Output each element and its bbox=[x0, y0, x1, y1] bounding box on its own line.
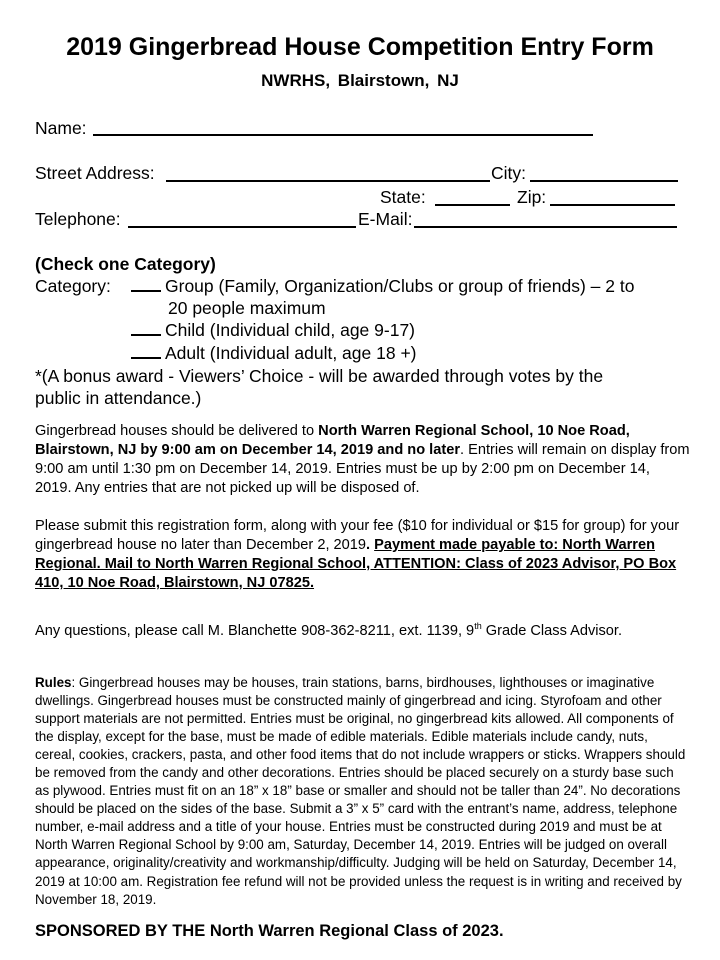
state-field[interactable] bbox=[435, 204, 510, 206]
delivery-details: . Entries will remain on display from 9:00 am until 1:30 pm on December 14, 2019. Entries must be up by 2:00 pm on December 14, 2019. Any entries that are not picked up will be disposed of. bbox=[35, 442, 690, 496]
group-option-text-cont: 20 people maximum bbox=[168, 298, 326, 318]
bonus-award-note: *(A bonus award - Viewers’ Choice - will be awarded through votes by the bbox=[35, 366, 604, 386]
category-heading: (Check one Category) bbox=[35, 254, 216, 274]
sponsor-line: SPONSORED BY THE North Warren Regional Class of 2023. bbox=[35, 922, 504, 940]
category-child-option[interactable] bbox=[131, 320, 415, 341]
name-field[interactable] bbox=[93, 134, 593, 136]
rules-text: : Gingerbread houses may be houses, train stations, barns, birdhouses, lighthouses or imaginative dwellings. Gingerbread houses must be constructed mainly of gingerbread and icing. Styrofoam and other support materials are not permitted. Entries must be original, no gingerbread kits allowed. All components of the display, except for the base, must be made of edible materials. Edible materials include candy, nuts, cereal, cookies, crackers, pasta, and other food items that do not include wrappers or sticks. Wrappers should be removed from the candy and other decorations. Entries should be placed securely on a sturdy base such as plywood. Entries must fit on an 18” x 18” base or smaller and should not be taller than 24”. No decorations should be placed on the sides of the base. Submit a 3” x 5” card with the entrant’s name, address, telephone number, e-mail address and a title of your house. Entries must be constructed during 2019 and must be at North Warren Regional School by 9:00 am, Saturday, December 14, 2019. Entries will be judged on overall appearance, originality/creativity and workmanship/difficulty. Judging will be held on Saturday, December 14, 2019 at 10:00 am. Registration fee refund will not be provided unless the request is in writing and received by November 18, 2019. bbox=[35, 675, 686, 907]
category-group-option[interactable] bbox=[131, 276, 634, 297]
child-checkbox[interactable] bbox=[131, 320, 161, 336]
form-subtitle: NWRHS, Blairstown, NJ bbox=[261, 71, 459, 90]
email-field[interactable] bbox=[414, 226, 677, 228]
questions-superscript: th bbox=[474, 621, 482, 631]
submit-period: . bbox=[366, 537, 375, 553]
street-address-label: Street Address: bbox=[35, 163, 155, 183]
submit-text: Please submit this registration form, along with your fee ($10 for individual or $15 for group) for your gingerbread house no later than December 2, 2019 bbox=[35, 518, 680, 553]
adult-option-text: Adult (Individual adult, age 18 +) bbox=[165, 343, 417, 363]
group-checkbox[interactable] bbox=[131, 276, 161, 292]
questions-paragraph bbox=[35, 617, 690, 641]
submit-paragraph bbox=[35, 517, 690, 593]
zip-field[interactable] bbox=[550, 204, 675, 206]
rules-paragraph bbox=[35, 674, 690, 909]
category-label: Category: bbox=[35, 276, 111, 296]
child-option-text: Child (Individual child, age 9-17) bbox=[165, 320, 415, 340]
questions-rest: Grade Class Advisor. bbox=[481, 622, 623, 639]
delivery-paragraph bbox=[35, 422, 690, 498]
email-label: E-Mail: bbox=[358, 209, 413, 229]
rules-label: Rules bbox=[35, 675, 72, 690]
adult-checkbox[interactable] bbox=[131, 343, 161, 359]
group-option-text: Group (Family, Organization/Clubs or group of friends) – 2 to bbox=[165, 276, 635, 296]
city-label: City: bbox=[491, 163, 526, 183]
zip-label: Zip: bbox=[517, 187, 547, 207]
state-label: State: bbox=[380, 187, 426, 207]
form-title: 2019 Gingerbread House Competition Entry Form bbox=[66, 33, 654, 61]
category-adult-option[interactable] bbox=[131, 343, 417, 364]
delivery-intro: Gingerbread houses should be delivered to bbox=[35, 423, 319, 439]
city-field[interactable] bbox=[530, 180, 678, 182]
name-label: Name: bbox=[35, 118, 87, 138]
telephone-field[interactable] bbox=[128, 226, 356, 228]
telephone-label: Telephone: bbox=[35, 209, 121, 229]
payment-instructions: Payment made payable to: North Warren Regional. Mail to North Warren Regional School, ATTENTION: Class of 2023 Advisor, PO Box 410, 10 Noe Road, Blairstown, NJ 07825. bbox=[35, 537, 677, 591]
delivery-location: North Warren Regional School, 10 Noe Road, Blairstown, NJ by 9:00 am on December 14, 2019 and no later bbox=[35, 423, 630, 458]
bonus-award-note-cont: public in attendance.) bbox=[35, 388, 202, 408]
street-address-field[interactable] bbox=[166, 180, 490, 182]
questions-text: Any questions, please call M. Blanchette 908-362-8211, ext. 1139, 9 bbox=[35, 622, 475, 639]
